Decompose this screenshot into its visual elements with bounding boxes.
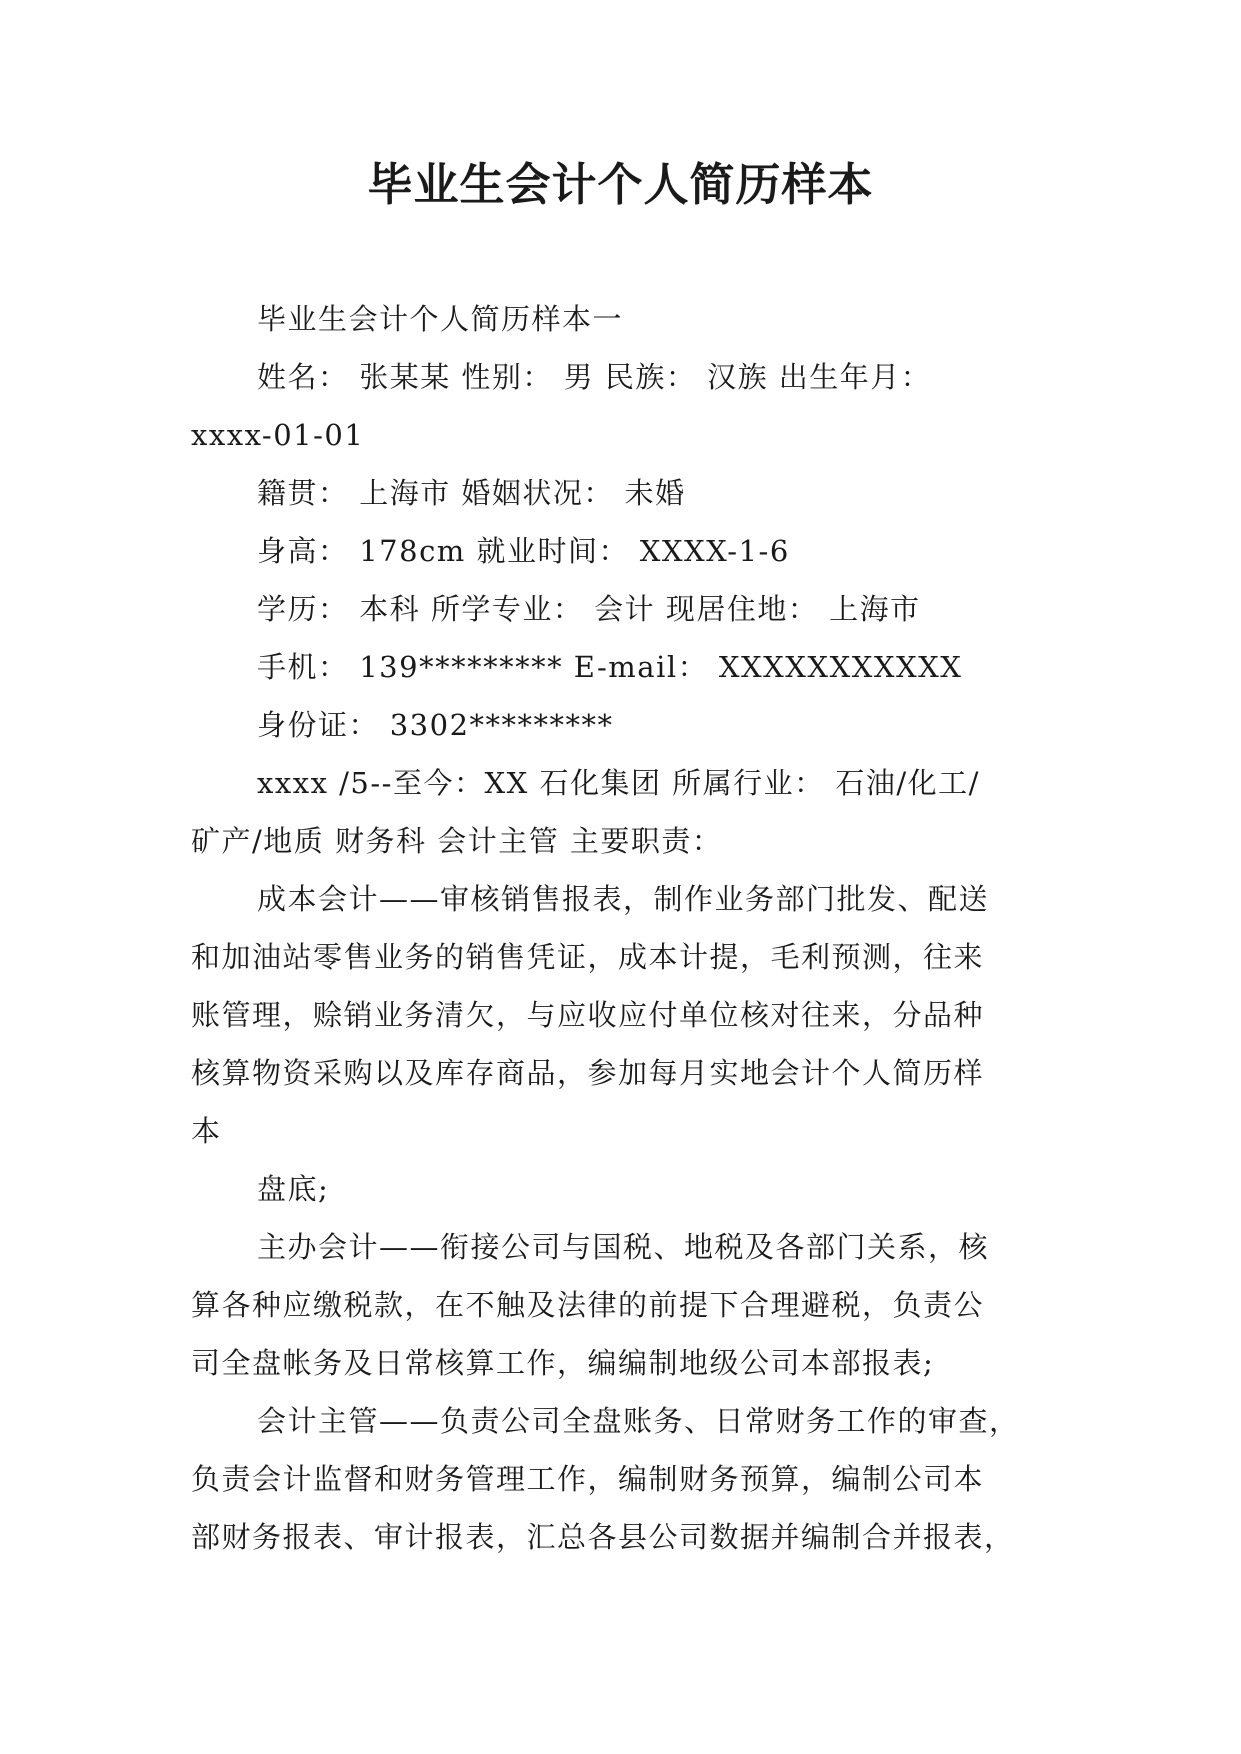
text-line: 盘底; bbox=[257, 1172, 330, 1206]
text-line: 成本会计——审核销售报表，制作业务部门批发、配送 bbox=[257, 882, 990, 916]
document-body bbox=[191, 290, 1057, 1566]
text-line: 司全盘帐务及日常核算工作，编编制地级公司本部报表; bbox=[191, 1346, 935, 1380]
text-line: 算各种应缴税款，在不触及法律的前提下合理避税，负责公 bbox=[191, 1288, 985, 1322]
text-line: 身份证： 3302********* bbox=[257, 708, 614, 742]
text-line: 学历： 本科 所学专业： 会计 现居住地： 上海市 bbox=[257, 592, 921, 626]
text-line: 核算物资采购以及库存商品，参加每月实地会计个人简历样 bbox=[191, 1056, 985, 1090]
text-line: 本 bbox=[191, 1114, 222, 1148]
text-line: xxxx /5--至今：XX 石化集团 所属行业： 石油/化工/ bbox=[257, 766, 980, 800]
text-line: 会计主管——负责公司全盘账务、日常财务工作的审查， bbox=[257, 1404, 1020, 1438]
text-line: 籍贯： 上海市 婚姻状况： 未婚 bbox=[257, 476, 686, 510]
text-line: 主办会计——衔接公司与国税、地税及各部门关系，核 bbox=[257, 1230, 990, 1264]
text-line: 姓名： 张某某 性别： 男 民族： 汉族 出生年月： bbox=[257, 360, 932, 394]
text-line: 手机： 139********* E-mail： XXXXXXXXXXX bbox=[257, 650, 963, 684]
text-line: 账管理，赊销业务清欠，与应收应付单位核对往来，分品种 bbox=[191, 998, 985, 1032]
document-title: 毕业生会计个人简历样本 bbox=[367, 158, 874, 211]
text-line: 身高： 178cm 就业时间： XXXX-1-6 bbox=[257, 534, 790, 568]
text-line: 矿产/地质 财务科 会计主管 主要职责： bbox=[191, 824, 723, 858]
text-line: 和加油站零售业务的销售凭证，成本计提，毛利预测，往来 bbox=[191, 940, 985, 974]
text-line: 部财务报表、审计报表，汇总各县公司数据并编制合并报表， bbox=[191, 1520, 1015, 1554]
text-line: xxxx-01-01 bbox=[191, 418, 365, 452]
text-line: 毕业生会计个人简历样本一 bbox=[257, 302, 624, 336]
text-line: 负责会计监督和财务管理工作，编制财务预算，编制公司本 bbox=[191, 1462, 985, 1496]
